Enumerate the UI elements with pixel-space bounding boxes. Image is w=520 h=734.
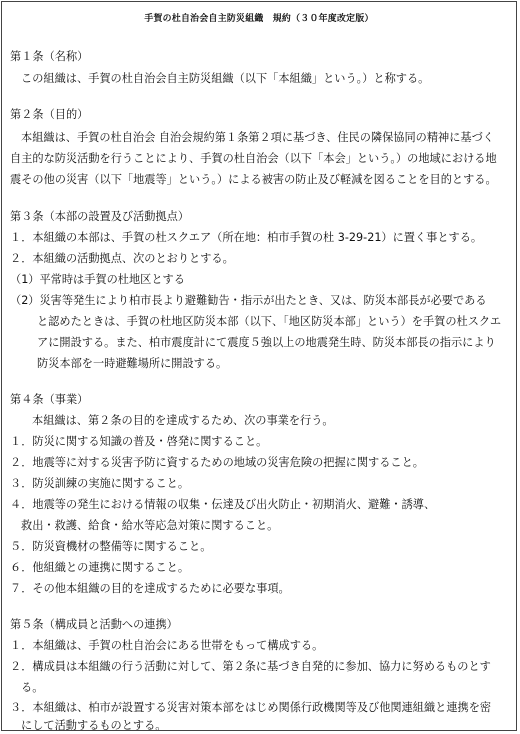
article-2-line-3: 震その他の災害（以下「地震等」という。）による被害の防止及び軽減を図ることを目的とする。 <box>10 173 497 186</box>
article-5-line-4: ３．本組織は、柏市が設置する災害対策本部をはじめ関係行政機関等及び他関連組織と連携を密 <box>10 701 492 714</box>
article-4-line-8: ６．他組織との連携に関すること。 <box>10 561 190 574</box>
article-4-heading: 第４条（事業） <box>10 393 89 406</box>
document-title: 手賀の杜自治会自主防災組織 規約（３０年度改定版） <box>144 14 374 24</box>
article-4-line-7: ５．防災資機材の整備等に関すること。 <box>10 540 212 553</box>
article-4-line-3: ２．地震等に対する災害予防に資するための地域の災害危険の把握に関すること。 <box>10 456 424 469</box>
article-4-line-1: 本組織は、第２条の目的を達成するため、次の事業を行う。 <box>32 414 334 427</box>
article-1-line-1: この組織は、手賀の杜自治会自主防災組織（以下「本組織」という。）と称する。 <box>21 72 430 85</box>
article-4-line-2: １．防災に関する知識の普及・啓発に関すること。 <box>10 435 268 448</box>
article-4-line-4: ３．防災訓練の実施に関すること。 <box>10 477 190 490</box>
document-page <box>1 1 517 731</box>
article-3-heading: 第３条（本部の設置及び活動拠点） <box>10 210 190 223</box>
article-3-line-2: ２．本組織の活動拠点、次のとおりとする。 <box>10 252 234 265</box>
article-2-line-1: 本組織は、手賀の杜自治会 自治会規約第１条第２項に基づき、住民の隣保協同の精神に基づく <box>21 131 494 144</box>
article-3-line-3: （1）平常時は手賀の杜地区とする <box>10 273 185 286</box>
article-4-line-5: ４．地震等の発生における情報の収集・伝達及び出火防止・初期消火、避難・誘導、 <box>10 498 436 511</box>
article-2-line-2: 自主的な防災活動を行うことにより、手賀の杜自治会（以下「本会」という。）の地域における地 <box>10 152 497 165</box>
article-5-line-5: にして活動するものとする。 <box>21 719 167 731</box>
article-5-line-2: ２．構成員は本組織の行う活動に対して、第２条に基づき自発的に参加、協力に努めるものとす <box>10 660 491 673</box>
article-5-line-3: る。 <box>21 681 44 694</box>
article-3-line-1: １．本組織の本部は、手賀の杜スクエア（所在地：柏市手賀の杜 3-29-21）に置く事とする。 <box>10 231 483 244</box>
article-3-line-5: と認めたときは、手賀の杜地区防災本部（以下、「地区防災本部」という）を手賀の杜スクエ <box>37 315 502 328</box>
article-4-line-6: 救出・救護、給食・給水等応急対策に関すること。 <box>21 519 279 532</box>
article-3-line-6: アに開設する。また、柏市震度計にて震度５強以上の地震発生時、防災本部長の指示により <box>37 336 496 349</box>
article-1-heading: 第１条（名称） <box>10 50 89 63</box>
article-4-line-9: ７．その他本組織の目的を達成するために必要な事項。 <box>10 582 290 595</box>
article-2-heading: 第２条（目的） <box>10 108 89 121</box>
article-3-line-4: （2）災害等発生により柏市長より避難勧告・指示が出たとき、又は、防災本部長が必要である <box>10 294 487 307</box>
article-5-line-1: １．本組織は、手賀の杜自治会にある世帯をもって構成する。 <box>10 639 324 652</box>
article-5-heading: 第５条（構成員と活動への連携） <box>10 618 178 631</box>
article-3-line-7: 防災本部を一時避難場所に開設する。 <box>37 357 228 370</box>
